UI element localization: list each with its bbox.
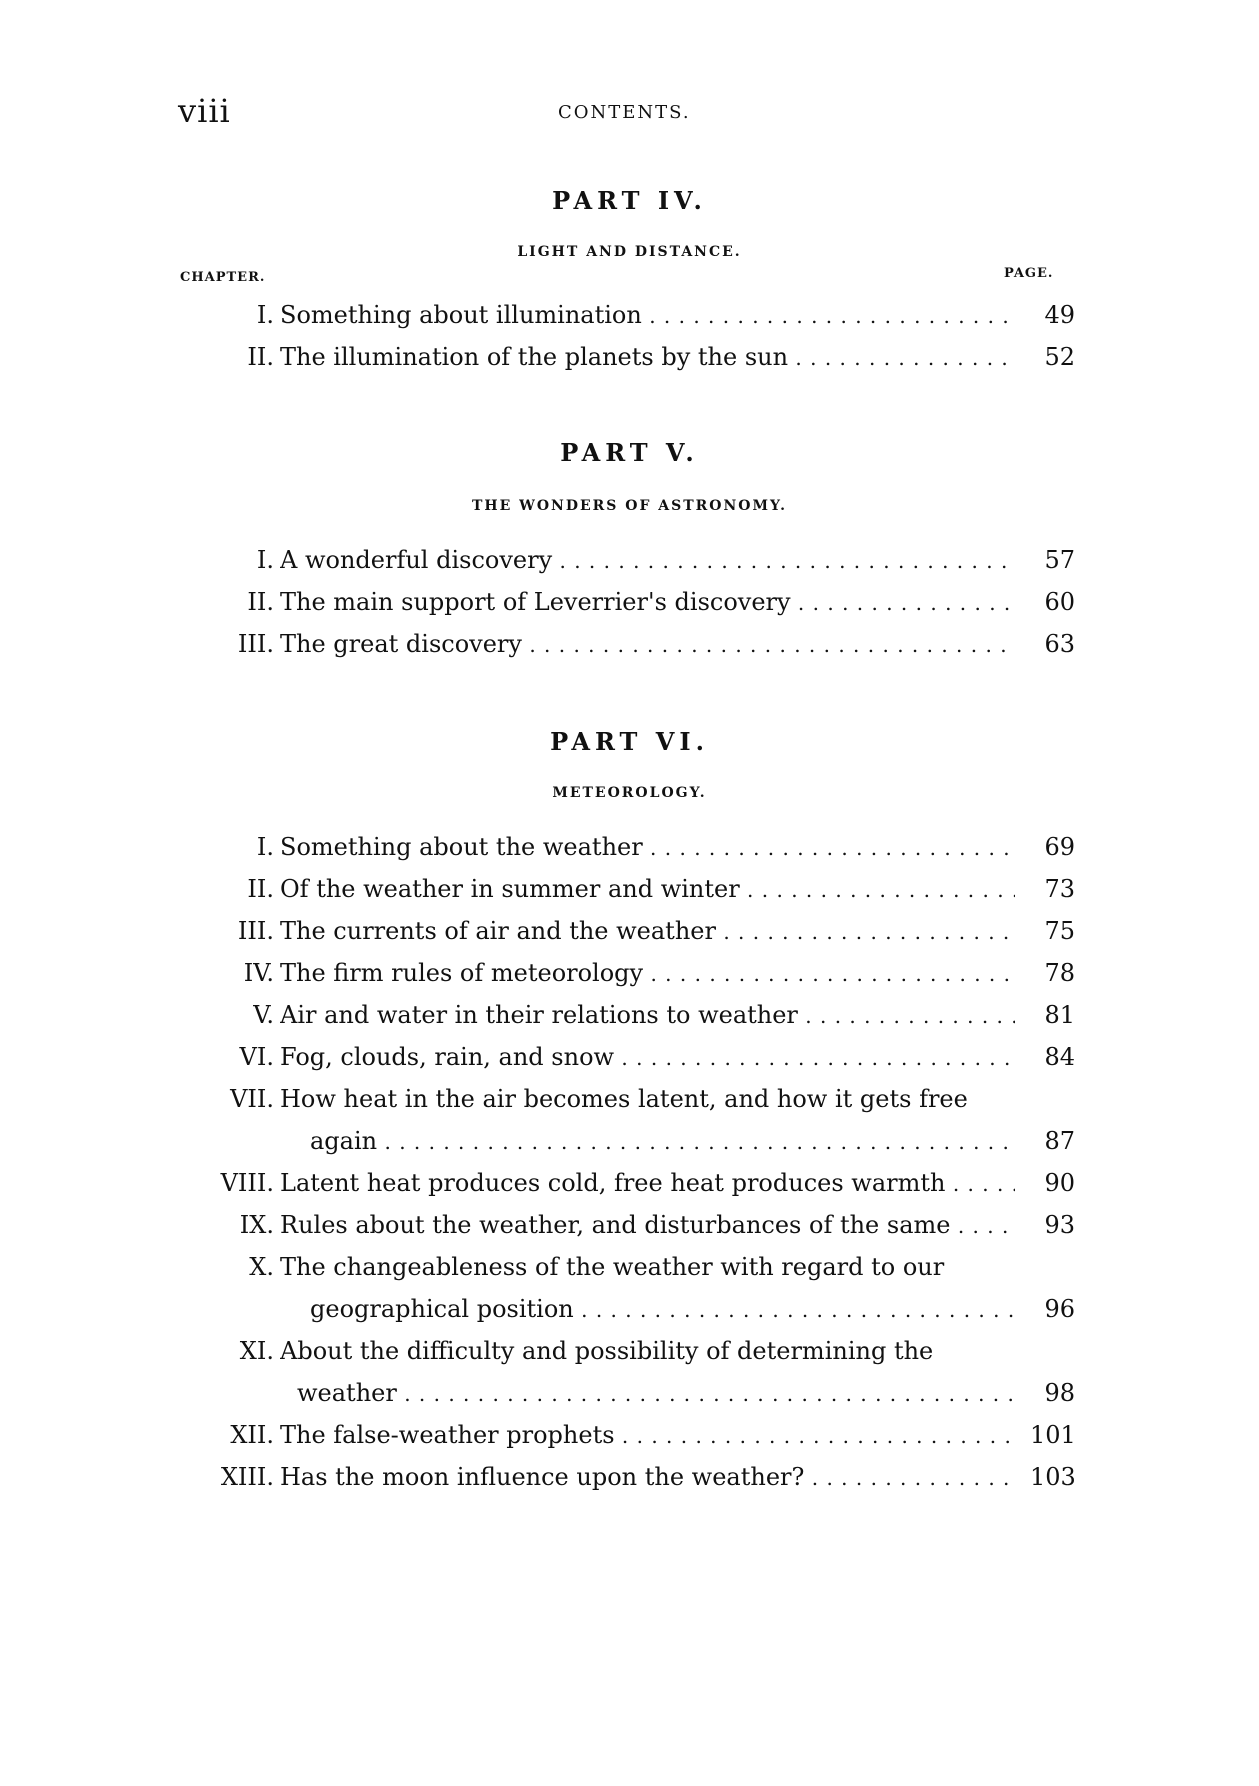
page-number: 98 <box>1044 1379 1075 1407</box>
page-number: 69 <box>1044 833 1075 861</box>
page-number: 103 <box>1030 1463 1076 1491</box>
page-number: 52 <box>1044 343 1075 371</box>
chapter-title: The changeableness of the weather with regard to our <box>280 1253 945 1281</box>
chapter-title: Has the moon influence upon the weather? . . . <box>280 1459 1015 1496</box>
toc-entry <box>0 1417 1259 1453</box>
page-number: 101 <box>1030 1421 1076 1449</box>
page-number: 63 <box>1044 630 1075 658</box>
chapter-number: I. <box>256 546 274 574</box>
chapter-title: Fog, clouds, rain, and snow . . . <box>280 1039 1015 1076</box>
chapter-title: The firm rules of meteorology . . . <box>280 955 1015 992</box>
page-number: 93 <box>1044 1211 1075 1239</box>
page-number: 87 <box>1044 1127 1075 1155</box>
page-number: 57 <box>1044 546 1075 574</box>
chapter-number: IV. <box>243 959 274 987</box>
chapter-title: The great discovery . . . <box>280 626 1015 663</box>
running-head <box>178 92 1009 132</box>
chapter-title: Of the weather in summer and winter . . . <box>280 871 1015 908</box>
toc-entry <box>0 1207 1259 1243</box>
toc-entry <box>0 297 1259 333</box>
toc-entry-continuation <box>0 1123 1259 1159</box>
chapter-title: How heat in the air becomes latent, and how it gets free <box>280 1085 968 1113</box>
chapter-title: Air and water in their relations to weather . . . <box>280 997 1015 1034</box>
chapter-column-heading: CHAPTER. <box>180 270 266 285</box>
chapter-number: XIII. <box>220 1463 274 1491</box>
toc-entry-continuation <box>0 1291 1259 1327</box>
chapter-title: The currents of air and the weather . . . <box>280 913 1015 950</box>
toc-entry <box>0 1333 1259 1369</box>
chapter-title: The main support of Leverrier's discovery . . . <box>280 584 1015 621</box>
part-title: PART IV. <box>552 186 707 215</box>
chapter-number: III. <box>237 917 274 945</box>
page-number: 96 <box>1044 1295 1075 1323</box>
toc-entry <box>0 1249 1259 1285</box>
chapter-title: A wonderful discovery . . . <box>280 542 1015 579</box>
toc-entry-continuation <box>0 1375 1259 1411</box>
chapter-title: The illumination of the planets by the sun . . . <box>280 339 1015 376</box>
chapter-number: VII. <box>230 1085 274 1113</box>
chapter-title-continuation: weather . . . <box>297 1375 1015 1412</box>
toc-entry <box>0 1081 1259 1117</box>
page-column-heading: PAGE. <box>1004 266 1054 281</box>
page-number: 90 <box>1044 1169 1075 1197</box>
chapter-number: II. <box>247 875 274 903</box>
toc-entry <box>0 626 1259 662</box>
chapter-number: III. <box>237 630 274 658</box>
toc-entry <box>0 871 1259 907</box>
chapter-title: Something about illumination . . . <box>280 297 1015 334</box>
part-title: PART VI. <box>550 727 709 756</box>
page-number: 60 <box>1044 588 1075 616</box>
chapter-title-continuation: again . . . <box>310 1123 1015 1160</box>
page-folio: viii <box>178 92 231 130</box>
page-number: 49 <box>1044 301 1075 329</box>
chapter-title: Something about the weather . . . <box>280 829 1015 866</box>
chapter-number: V. <box>253 1001 274 1029</box>
part-subtitle: METEOROLOGY. <box>552 785 707 801</box>
toc-entry <box>0 997 1259 1033</box>
toc-entry <box>0 1039 1259 1075</box>
page-number: 84 <box>1044 1043 1075 1071</box>
chapter-title: About the difficulty and possibility of determining the <box>280 1337 934 1365</box>
chapter-number: VI. <box>239 1043 274 1071</box>
chapter-number: II. <box>247 343 274 371</box>
chapter-number: I. <box>256 301 274 329</box>
page-number: 81 <box>1044 1001 1075 1029</box>
chapter-number: X. <box>249 1253 274 1281</box>
chapter-title-continuation: geographical position . . . <box>310 1291 1015 1328</box>
toc-entry <box>0 584 1259 620</box>
toc-entry <box>0 913 1259 949</box>
chapter-number: I. <box>256 833 274 861</box>
chapter-number: XI. <box>239 1337 274 1365</box>
chapter-number: XII. <box>230 1421 274 1449</box>
page-number: 73 <box>1044 875 1075 903</box>
toc-entry <box>0 829 1259 865</box>
running-title: CONTENTS. <box>558 102 691 123</box>
chapter-title: Rules about the weather, and disturbances of the same . . . <box>280 1207 1015 1244</box>
part-subtitle: THE WONDERS OF ASTRONOMY. <box>471 498 788 514</box>
chapter-title: The false-weather prophets . . . <box>280 1417 1015 1454</box>
toc-entry <box>0 1459 1259 1495</box>
page-number: 78 <box>1044 959 1075 987</box>
part-subtitle: LIGHT AND DISTANCE. <box>517 244 742 260</box>
page-number: 75 <box>1044 917 1075 945</box>
toc-entry <box>0 1165 1259 1201</box>
toc-entry <box>0 955 1259 991</box>
chapter-number: IX. <box>239 1211 274 1239</box>
toc-entry <box>0 339 1259 375</box>
toc-entry <box>0 542 1259 578</box>
chapter-number: VIII. <box>220 1169 274 1197</box>
chapter-number: II. <box>247 588 274 616</box>
part-title: PART V. <box>560 438 699 467</box>
chapter-title: Latent heat produces cold, free heat produces warmth . . . <box>280 1165 1015 1202</box>
